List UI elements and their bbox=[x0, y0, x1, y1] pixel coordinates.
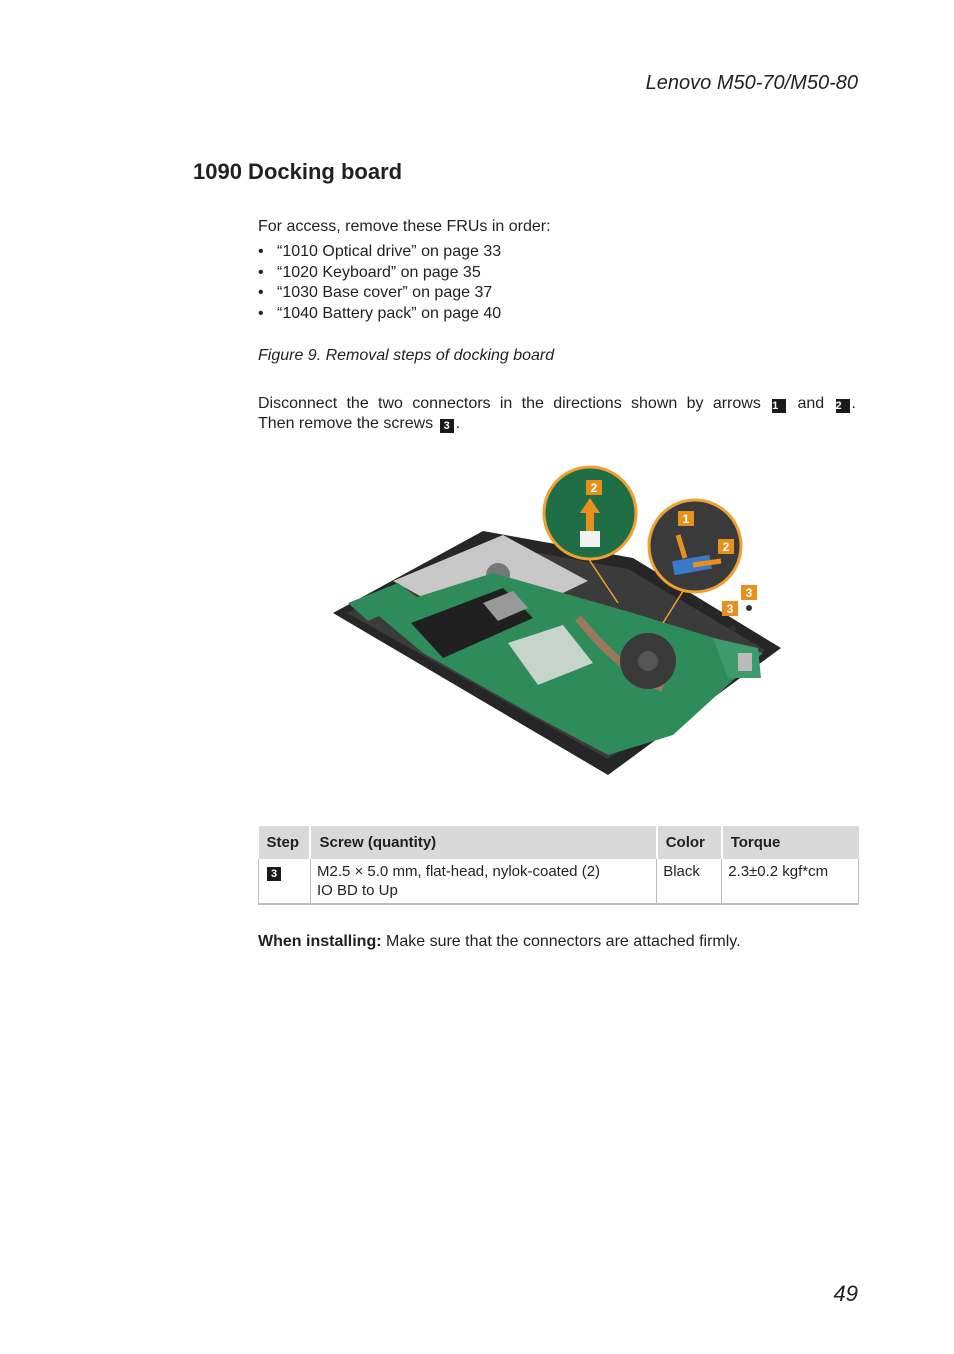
step-badge-2: 2 bbox=[836, 399, 850, 413]
list-item: • “1010 Optical drive” on page 33 bbox=[258, 243, 502, 260]
cell-torque: 2.3±0.2 kgf*cm bbox=[722, 859, 859, 904]
cell-step bbox=[259, 859, 311, 904]
fan-hub bbox=[638, 651, 658, 671]
step-badge-3: 3 bbox=[267, 867, 281, 881]
step-badge-3: 3 bbox=[440, 419, 454, 433]
screw-table bbox=[258, 826, 859, 905]
callout-label: 1 bbox=[682, 512, 690, 526]
install-note-text: Make sure that the connectors are attached firmly. bbox=[381, 933, 741, 950]
cell-color: Black bbox=[657, 859, 722, 904]
callout-label: 2 bbox=[590, 481, 598, 495]
page-number: 49 bbox=[833, 1281, 858, 1306]
callout-label: 3 bbox=[745, 586, 753, 600]
list-item: • “1030 Base cover” on page 37 bbox=[258, 284, 493, 301]
fru-list bbox=[258, 242, 501, 324]
callout-label: 2 bbox=[722, 540, 730, 554]
figure-caption: Figure 9. Removal steps of docking board bbox=[258, 347, 555, 364]
header-torque: Torque bbox=[722, 826, 859, 859]
header-screw: Screw (quantity) bbox=[310, 826, 656, 859]
install-note bbox=[258, 933, 741, 951]
connector-detail bbox=[580, 531, 600, 547]
screw bbox=[730, 626, 736, 632]
callout-label: 3 bbox=[726, 602, 734, 616]
usb-port bbox=[738, 653, 752, 671]
header-step: Step bbox=[259, 826, 311, 859]
install-note-label: When installing: bbox=[258, 933, 382, 950]
list-item: • “1020 Keyboard” on page 35 bbox=[258, 263, 481, 281]
screw bbox=[746, 605, 752, 611]
step-badge-1: 1 bbox=[772, 399, 786, 413]
instructions-line-2: Then remove the screws 3 . bbox=[258, 415, 461, 432]
instructions-paragraph bbox=[258, 394, 856, 434]
list-item: • “1040 Battery pack” on page 40 bbox=[258, 304, 502, 322]
running-header: Lenovo M50-70/M50-80 bbox=[645, 72, 858, 94]
section-title: 1090 Docking board bbox=[193, 159, 403, 184]
access-intro: For access, remove these FRUs in order: bbox=[258, 218, 551, 235]
instructions-line-1: Disconnect the two connectors in the directions shown by arrows 1 and 2 . bbox=[258, 395, 856, 412]
table-row bbox=[259, 859, 859, 904]
table-header-row bbox=[259, 826, 859, 859]
docking-board-removal-figure bbox=[333, 463, 781, 778]
header-color: Color bbox=[657, 826, 722, 859]
cell-screw: M2.5 × 5.0 mm, flat-head, nylok-coated (2) IO BD to Up bbox=[310, 859, 656, 904]
